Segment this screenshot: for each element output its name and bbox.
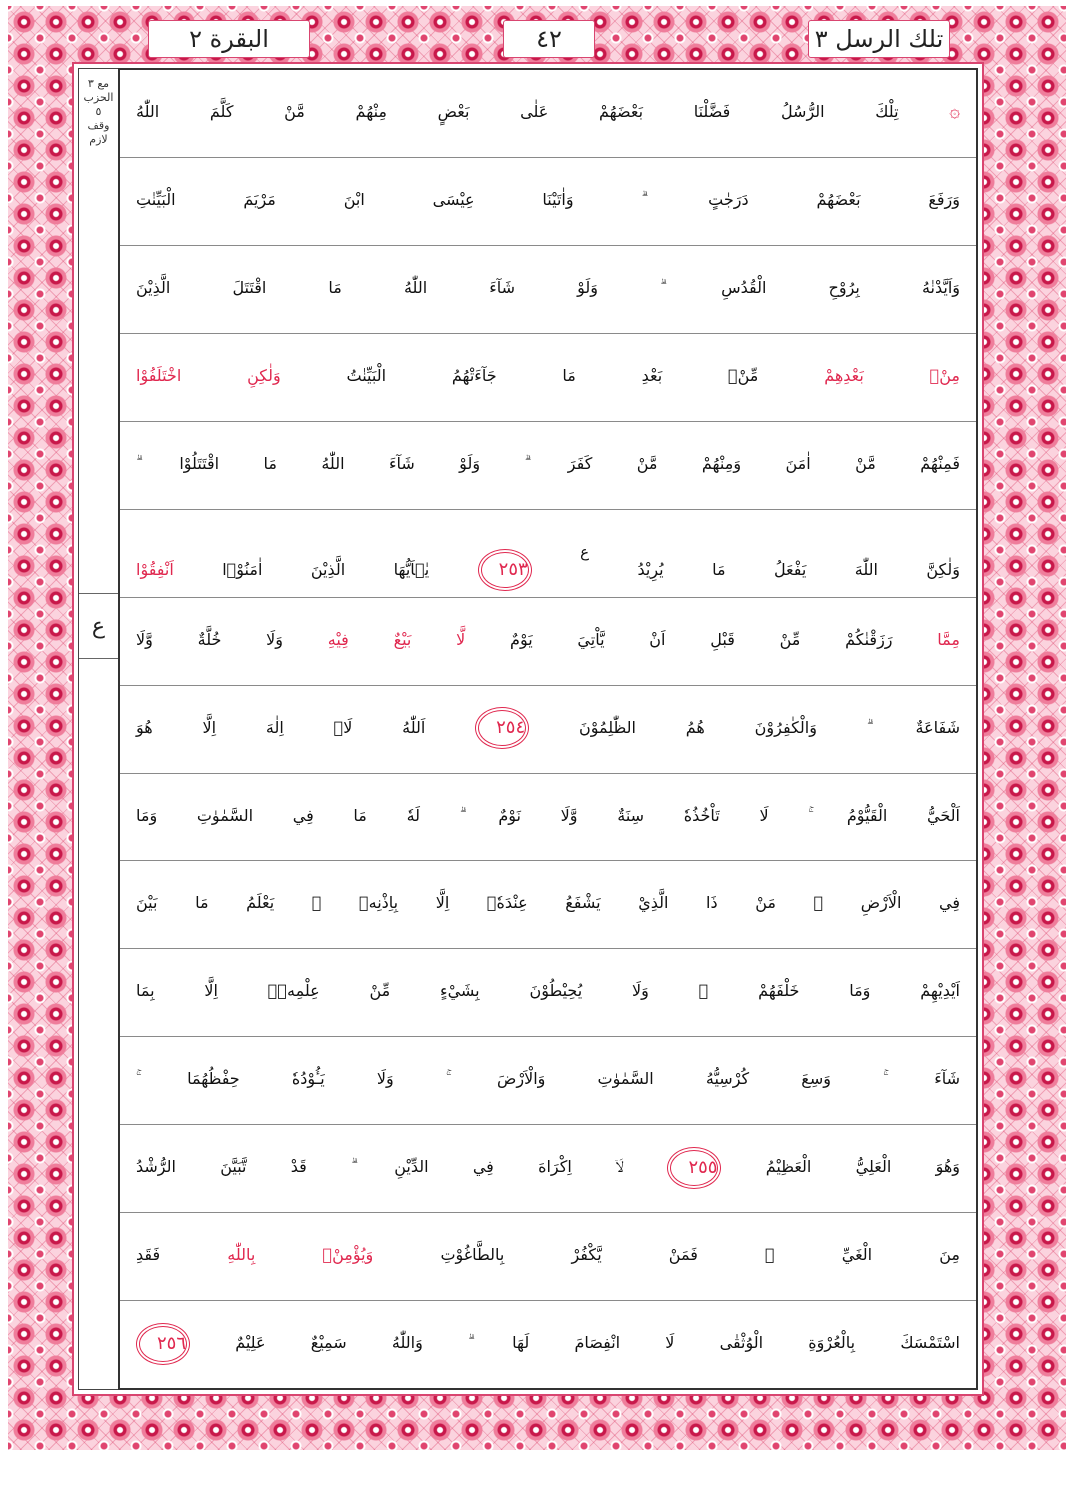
ruku-mark-margin: ع <box>79 593 118 659</box>
verse-text: تِلْكَ الرُّسُلُ فَضَّلْنَا بَعْضَهُمْ عَلٰى بَعْضٍ مِنْهُمْ مَّنْ كَلَّمَ اللّٰهُ <box>136 102 899 121</box>
page-number: ٤٢ <box>503 20 595 58</box>
text-line <box>120 1213 976 1301</box>
text-line <box>120 1037 976 1125</box>
text-line <box>120 686 976 774</box>
verse-text: فَمِنْهُمْ مَّنْ اٰمَنَ وَمِنْهُمْ مَّنْ كَفَرَ ۗ وَلَوْ شَآءَ اللّٰهُ مَا اقْتَتَلُوْا ۗ <box>136 453 960 473</box>
rub-el-hizb-icon: ۞ <box>949 101 960 122</box>
margin-note: مع ٣ <box>87 77 110 90</box>
text-line <box>120 70 976 158</box>
verse-text: وَاَيَّدْنٰهُ بِرُوْحِ الْقُدُسِ ۗ وَلَوْ شَآءَ اللّٰهُ مَا اقْتَتَلَ الَّذِيْنَ <box>136 277 961 297</box>
verse-text: وَرَفَعَ بَعْضَهُمْ دَرَجٰتٍ ۗ وَاٰتَيْنَا عِيْسَى ابْنَ مَرْيَمَ الْبَيِّنٰتِ <box>136 189 960 209</box>
text-line <box>120 774 976 862</box>
verse-text: لَاۤ اِكْرَاهَ فِي الدِّيْنِ ۗ قَدْ تَّبَيَّنَ الرُّشْدُ <box>136 1157 624 1177</box>
text-line <box>120 861 976 949</box>
verse-text-block <box>118 68 978 1390</box>
verse-text: فَقَدِ <box>136 1245 161 1265</box>
text-line <box>120 158 976 246</box>
verse-text: اَللّٰهُ لَاۤ اِلٰهَ اِلَّا هُوَ <box>136 717 426 737</box>
juz-title: تلك الرسل ٣ <box>808 20 950 58</box>
margin-column <box>78 68 118 1390</box>
verse-text: فِي الْاَرْضِ ۗ مَنْ ذَا الَّذِيْ يَشْفَعُ عِنْدَهٗۤ اِلَّا بِاِذْنِهٖ ۗ يَعْلَمُ مَا بَيْنَ <box>136 893 960 913</box>
surah-title: البقرة ٢ <box>148 20 310 58</box>
highlighted-verse-text: مِمَّا <box>937 629 960 649</box>
ayah-number-marker: ٢٥٤ <box>475 707 529 749</box>
verse-text: شَآءَ ۚ وَسِعَ كُرْسِيُّهُ السَّمٰوٰتِ وَالْاَرْضَ ۚ وَلَا يَـُٔوْدُهٗ حِفْظُهُمَا ۚ <box>136 1069 960 1089</box>
ruku-mark: ع <box>580 542 590 561</box>
text-line <box>120 1301 976 1388</box>
ayah-number-marker: ٢٥٥ <box>667 1147 721 1189</box>
highlighted-verse-text: وَلٰكِنِ اخْتَلَفُوْا <box>136 365 281 385</box>
highlighted-verse-text: وَيُؤْمِنْۢ بِاللّٰهِ <box>227 1245 374 1265</box>
highlighted-verse-text: مِنْۢ بَعْدِهِمْ <box>824 365 960 385</box>
verse-text: وَلٰكِنَّ اللّٰهَ يَفْعَلُ مَا يُرِيْدُ <box>637 559 960 579</box>
text-line <box>120 246 976 334</box>
highlighted-verse-text: لَّا بَيْعٌ فِيْهِ <box>327 629 466 649</box>
margin-note: وقف لازم <box>87 119 110 146</box>
verse-text: وَهُوَ الْعَلِيُّ الْعَظِيْمُ <box>765 1157 960 1177</box>
highlighted-verse-text: اَنْفِقُوْا <box>136 559 174 579</box>
ayah-number-marker: ٢٥٣ <box>478 549 532 591</box>
margin-notes <box>79 77 118 147</box>
text-line <box>120 422 976 510</box>
verse-text: شَفَاعَةٌ ۗ وَالْكٰفِرُوْنَ هُمُ الظّٰلِمُوْنَ <box>578 717 960 737</box>
text-line <box>120 949 976 1037</box>
verse-text: مِّنْۢ بَعْدِ مَا جَآءَتْهُمُ الْبَيِّنٰتُ <box>346 365 759 385</box>
text-line <box>120 1125 976 1213</box>
verse-text: يٰۤاَيُّهَا الَّذِيْنَ اٰمَنُوْۤا <box>222 559 430 579</box>
verse-text: اسْتَمْسَكَ بِالْعُرْوَةِ الْوُثْقٰى لَا انْفِصَامَ لَهَا ۗ وَاللّٰهُ سَمِيْعٌ عَلِيْمٌ <box>235 1333 961 1353</box>
verse-text: وَلَا خُلَّةٌ وَّلَا <box>136 629 283 649</box>
verse-text: رَزَقْنٰكُمْ مِّنْ قَبْلِ اَنْ يَّاْتِيَ يَوْمٌ <box>510 629 893 649</box>
ayah-number-marker: ٢٥٦ <box>136 1323 190 1365</box>
text-line <box>120 510 976 598</box>
margin-note: الحزب ٥ <box>83 91 114 118</box>
verse-text: اَيْدِيْهِمْ وَمَا خَلْفَهُمْ ۚ وَلَا يُحِيْطُوْنَ بِشَيْءٍ مِّنْ عِلْمِهٖۤ اِلَّا بِمَا <box>136 981 960 1001</box>
verse-text: اَلْحَيُّ الْقَيُّوْمُ ۚ لَا تَاْخُذُهٗ سِنَةٌ وَّلَا نَوْمٌ ۗ لَهٗ مَا فِي السَّمٰوٰتِ وَمَا <box>136 805 960 825</box>
verse-text: مِنَ الْغَيِّ ۚ فَمَنْ يَّكْفُرْ بِالطَّاغُوْتِ <box>440 1245 961 1265</box>
text-line <box>120 598 976 686</box>
text-line <box>120 334 976 422</box>
